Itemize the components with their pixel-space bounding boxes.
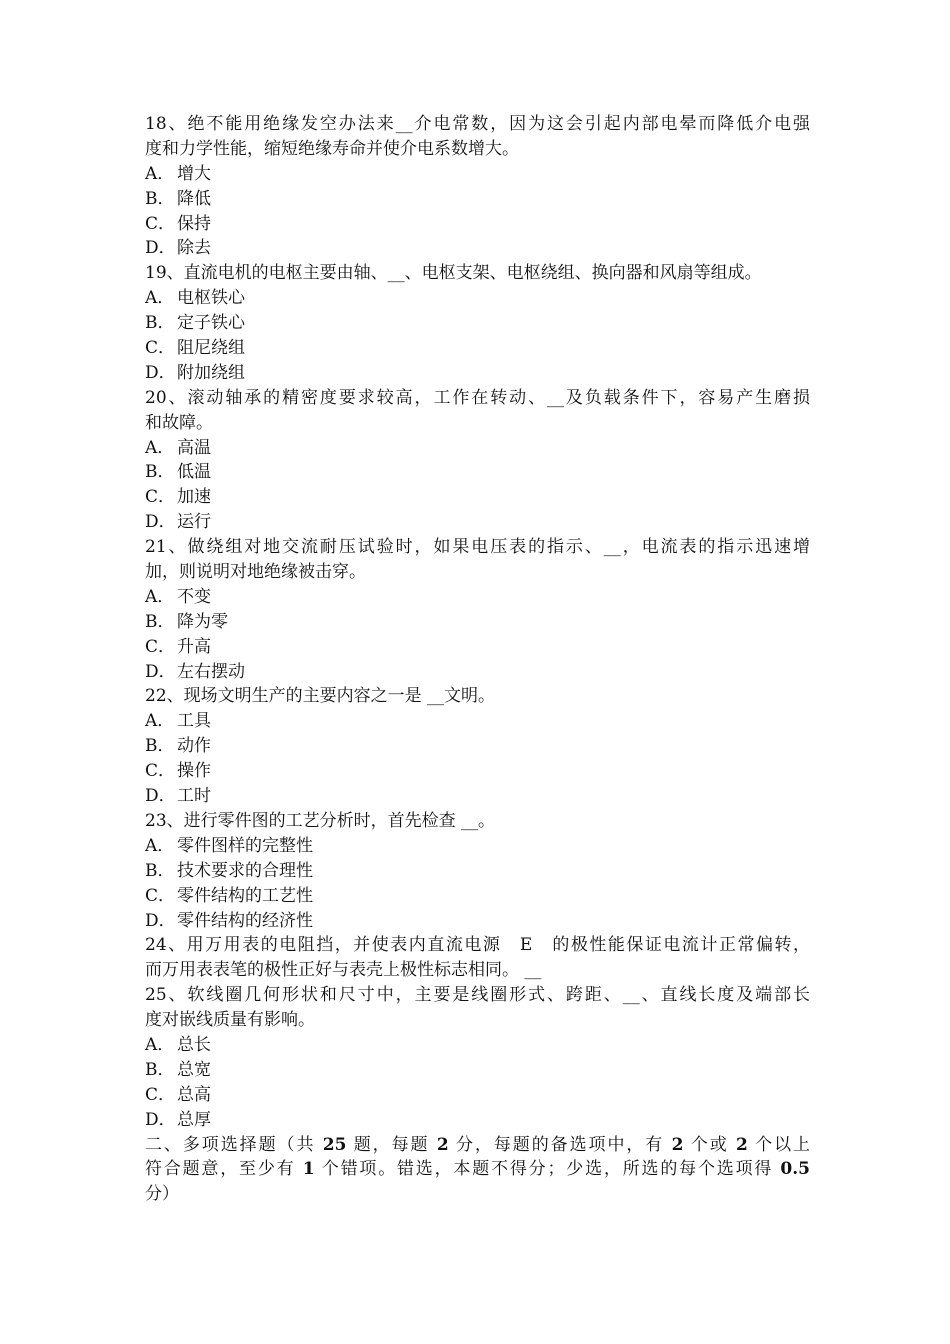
question-stem-line: 度对嵌线质量有影响。 [145,1010,315,1031]
question-stem-line: 21、做绕组对地交流耐压试验时，如果电压表的指示、__，电流表的指示迅速增 [145,537,810,558]
option-text: 加速 [177,487,211,508]
option-text: 总长 [177,1034,211,1055]
question-19 [145,261,810,385]
question-stem-line: 度和力学性能，缩短绝缘寿命并使介电系数增大。 [145,138,519,159]
question-21 [145,535,810,684]
section-number: 25 [322,1134,347,1155]
answer-option [145,585,810,610]
question-20 [145,386,810,535]
answer-option [145,311,810,336]
option-letter: B． [145,736,175,757]
option-text: 增大 [177,163,211,184]
option-letter: C． [145,885,176,906]
question-stem-line: 加，则说明对地绝缘被击穿。 [145,562,366,583]
option-letter: C． [145,213,176,234]
option-letter: B． [145,611,175,632]
answer-option [145,834,810,859]
option-letter: A． [145,835,175,856]
option-text: 总厚 [177,1109,211,1130]
question-24 [145,933,810,983]
answer-option [145,485,810,510]
section-text: 题，每题 [346,1134,437,1155]
answer-option [145,734,810,759]
answer-option [145,610,810,635]
option-text: 定子铁心 [177,313,245,334]
option-letter: A． [145,1034,175,1055]
option-text: 总宽 [177,1059,211,1080]
option-letter: C． [145,1084,176,1105]
option-text: 降低 [177,188,211,209]
option-letter: A． [145,437,175,458]
answer-option [145,884,810,909]
option-text: 操作 [177,761,211,782]
answer-option [145,859,810,884]
answer-option [145,709,810,734]
option-letter: D． [145,238,176,259]
option-letter: A． [145,163,175,184]
option-text: 附加绕组 [177,362,245,383]
option-letter: D． [145,362,176,383]
option-letter: C． [145,338,176,359]
option-letter: B． [145,462,175,483]
option-text: 工具 [177,711,211,732]
section-text: 二、多项选择题（共 [145,1134,323,1155]
option-letter: A． [145,711,175,732]
option-text: 升高 [177,636,211,657]
question-23 [145,809,810,933]
section-number: 0.5 [780,1159,810,1180]
option-letter: C． [145,636,176,657]
section-number: 1 [302,1159,315,1180]
option-text: 保持 [177,213,211,234]
option-text: 除去 [177,238,211,259]
option-letter: D． [145,786,176,807]
answer-option [145,162,810,187]
section-text: 个错项。错选，本题不得分；少选，所选的每个选项得 [314,1159,781,1180]
section-number: 2 [735,1134,748,1155]
answer-option [145,1058,810,1083]
answer-option [145,660,810,685]
question-18 [145,112,810,261]
answer-option [145,187,810,212]
answer-option [145,286,810,311]
question-stem-line: 和故障。 [145,412,213,433]
option-letter: B． [145,860,175,881]
section-text: 分，每题的备选项中，有 [448,1134,672,1155]
option-letter: D． [145,1109,176,1130]
option-text: 电枢铁心 [177,288,245,309]
option-text: 高温 [177,437,211,458]
answer-option [145,236,810,261]
question-25 [145,983,810,1132]
question-stem-line: 而万用表表笔的极性正好与表壳上极性标志相同。 __ [145,960,542,981]
question-stem-line: 18、绝不能用绝缘发空办法来__介电常数，因为这会引起内部电晕而降低介电强 [145,114,810,134]
question-22 [145,684,810,808]
question-stem-line: 20、滚动轴承的精密度要求较高，工作在转动、__及负载条件下，容易产生磨损 [145,387,810,408]
question-stem-line: 23、进行零件图的工艺分析时，首先检查 __。 [145,810,496,831]
question-stem-line: 22、现场文明生产的主要内容之一是 __文明。 [145,686,496,707]
option-letter: D． [145,661,176,682]
section-heading-line [145,1157,810,1182]
option-text: 零件结构的工艺性 [177,885,313,906]
option-letter: B． [145,188,175,209]
section-text: 个以上 [747,1134,811,1155]
option-text: 总高 [177,1084,211,1105]
option-letter: A． [145,288,175,309]
option-text: 工时 [177,786,211,807]
question-stem-line: 24、用万用表的电阻挡，并使表内直流电源 E 的极性能保证电流计正常偏转， [145,935,810,956]
option-letter: B． [145,313,175,334]
section-text: 个或 [683,1134,736,1155]
answer-option [145,460,810,485]
answer-option [145,436,810,461]
option-text: 零件结构的经济性 [177,910,313,931]
option-text: 运行 [177,512,211,533]
answer-option [145,635,810,660]
answer-option [145,759,810,784]
option-text: 技术要求的合理性 [177,860,313,881]
option-letter: D． [145,910,176,931]
option-text: 阻尼绕组 [177,338,245,359]
option-letter: D． [145,512,176,533]
option-text: 零件图样的完整性 [177,835,313,856]
answer-option [145,1083,810,1108]
option-letter: C． [145,761,176,782]
section-number: 2 [671,1134,684,1155]
section-heading-line [145,1133,810,1158]
answer-option [145,336,810,361]
answer-option [145,1108,810,1133]
option-letter: A． [145,586,175,607]
question-list [145,112,810,1207]
section-number: 2 [436,1134,449,1155]
section-heading [145,1133,810,1208]
option-text: 动作 [177,736,211,757]
answer-option [145,361,810,386]
option-text: 不变 [177,586,211,607]
section-text: 符合题意，至少有 [145,1159,303,1180]
answer-option [145,784,810,809]
option-text: 低温 [177,462,211,483]
option-text: 左右摆动 [177,661,245,682]
option-letter: C． [145,487,176,508]
answer-option [145,510,810,535]
answer-option [145,909,810,934]
option-letter: B． [145,1059,175,1080]
section-heading-line: 分） [145,1184,179,1205]
option-text: 降为零 [177,611,228,632]
answer-option [145,212,810,237]
question-stem-line: 19、直流电机的电枢主要由轴、__、电枢支架、电枢绕组、换向器和风扇等组成。 [145,263,762,284]
question-stem-line: 25、软线圈几何形状和尺寸中，主要是线圈形式、跨距、__、直线长度及端部长 [145,985,810,1006]
answer-option [145,1033,810,1058]
